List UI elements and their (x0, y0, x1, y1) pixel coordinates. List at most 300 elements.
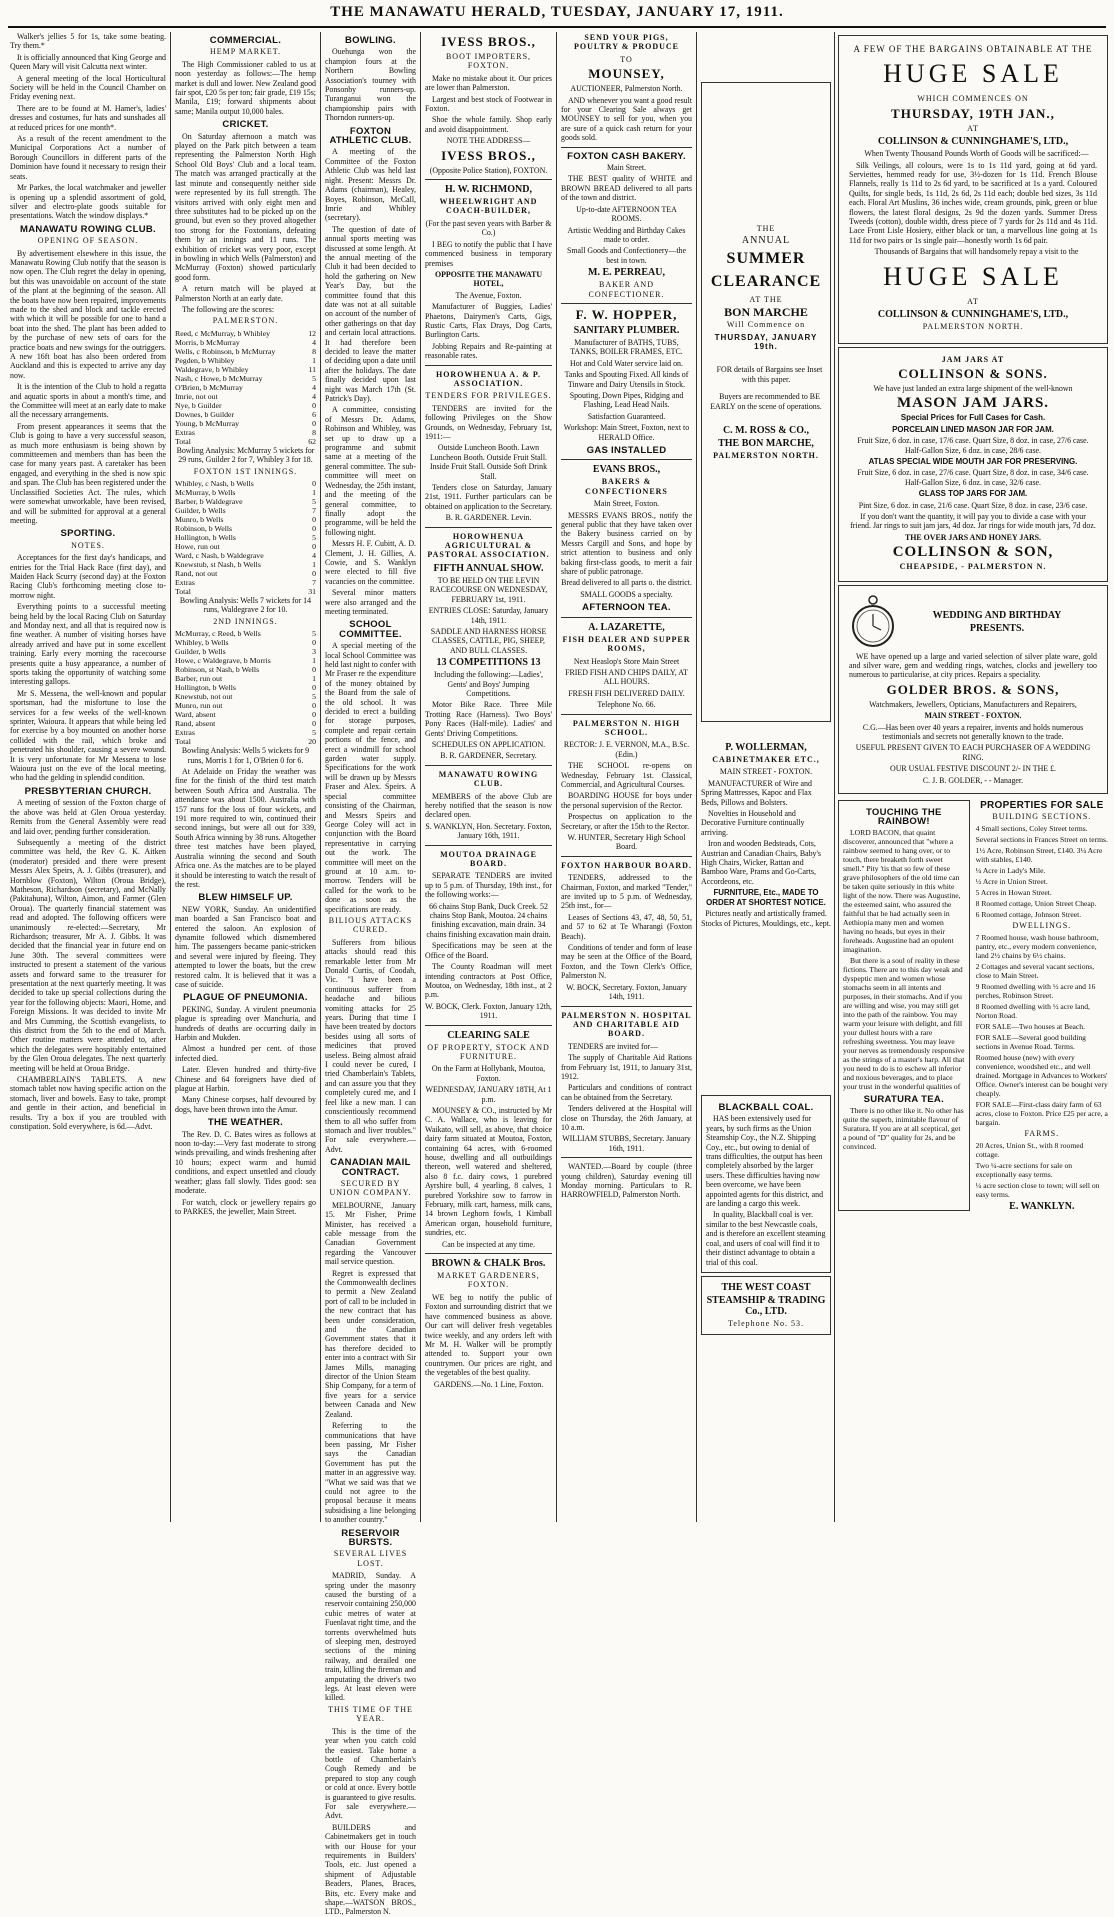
article-paragraph: Referring to the communications that have been passing, Mr Fisher says the Canadian Government has put the matter in an aggressive way. "What we said was that we could not agree to the proposal because it means subsidising a line belonging to another country." (325, 1421, 416, 1525)
article-paragraph: A special meeting of the local School Committee was held last night to confer with Mr Fraser re the expenditure of the money obtained by the Board from the sale of the old school. It was decided to erect a building for storage purposes, complete and repair certain portions of the fence, and erect a windmill for school garden water supply. Specifications for the work will be drawn up by Messrs Fraser and Alex. Speirs. A special committee consisting of the Chairman, and Messrs Speirs and George Coley will act in conjunction with the Board representative in carrying out the work. The committee will meet on the ground at 10 a.m. to-morrow. Tenders will be called for the work to be done as soon as the specifications are ready. (325, 641, 416, 914)
ad-text: A FEW OF THE BARGAINS OBTAINABLE AT THE (853, 44, 1093, 54)
runs-value: 5 (312, 373, 316, 383)
ad-text: When Twenty Thousand Pounds Worth of Goods will be sacrificed:— (864, 149, 1089, 159)
section-heading: SCHOOL COMMITTEE. (339, 619, 402, 640)
ad-text: FRIED FISH AND CHIPS DAILY, AT ALL HOURS. (565, 667, 688, 687)
article-paragraph: Ouehunga won the champion fours at the Northern Bowling Association's tourney with Ponsonby runners-up. Turanganui won the championship pairs with Thorndon runners-up. (325, 47, 416, 123)
score-row (175, 737, 316, 746)
ad-divider (561, 714, 692, 715)
ad-text: SEPARATE TENDERS are invited up to 5 p.m. of Thursday, 19th inst., for the following works:— (425, 871, 552, 900)
ad-signature: WILLIAM STUBBS, Secretary. January 16th, 1911. (562, 1134, 691, 1153)
runs-value: 7 (312, 506, 316, 515)
ad-signature: B. R. GARDENER, Secretary. (440, 751, 537, 761)
section-heading: COMMERCIAL. (209, 35, 282, 46)
ad-title: BON MARCHE (724, 305, 808, 320)
ad-divider (425, 1025, 552, 1026)
column-3 (325, 32, 416, 1917)
batsman-name: Reed, c McMurray, b Whibley (175, 328, 271, 338)
ad-text: 66 chains Stop Bank, Duck Creek. 52 chains Stop Bank, Moutoa. 24 chains finishing excavation, main drain. 34 chains finishing excavation main drain. (426, 901, 551, 939)
ad-text: I BEG to notify the public that I have commenced business in temporary premises (425, 239, 552, 268)
ad-text: C.G.—Has been over 40 years a repairer, invents and holds numerous testimonials and secrets not generally known to the trade. (862, 722, 1084, 742)
ad-text: Can be inspected at any time. (442, 1239, 535, 1249)
batsman-name: Pegden, b Whibley (175, 355, 235, 365)
ad-subtitle: TENDERS FOR PRIVILEGES. (425, 391, 552, 401)
batsman-name: Robinson, b Wells (175, 524, 233, 533)
ad-title: WEDDING AND BIRTHDAY (932, 609, 1062, 621)
article-paragraph: Messrs H. F. Cubitt, A. D. Clement, J. H. Gillies, A. Cowie, and S. Wanklyn were elected to fill five vacancies on the committee. (325, 539, 416, 586)
ad-text: FURNITURE, Etc., MADE TO ORDER AT SHORTEST NOTICE. (706, 888, 826, 907)
batsman-name: Extras (175, 728, 195, 738)
ad-text: The supply of Charitable Aid Rations from February 1st, 1911, to January 31st, 1912. (561, 1053, 692, 1081)
ad-text: Telephone No. 53. (728, 1318, 804, 1328)
news-item: As a result of the recent amendment to the Municipal Corporations Act a number of Borough Councillors in different parts of the Dominion have found it necessary to resign their seats. (10, 134, 166, 181)
scorecard-table (175, 329, 316, 446)
ad-text: Prospectus on application to the Secretary, or after the 15th to the Rector. (561, 812, 692, 831)
runs-value: 0 (312, 400, 316, 410)
runs-value: 5 (312, 497, 316, 506)
ad-text: Tenders close on Saturday, January 21st, 1911. Further particulars can be obtained on application to the Secretary. (425, 483, 553, 511)
ad-title: SEND YOUR PIGS, POULTRY & PRODUCE (573, 33, 680, 52)
ad-title: SUMMER (726, 249, 806, 267)
ad-text: Satisfaction Guaranteed. (587, 411, 666, 421)
batsman-name: Total (175, 587, 191, 596)
column-divider (696, 32, 697, 1522)
ad-text: TENDERS, addressed to the Chairman, Foxton, and marked "Tender," are invited up to 5 p.m. of Wednesday, 25th inst., for— (561, 873, 692, 911)
ad-subtitle: MARKET GARDENERS, FOXTON. (437, 1271, 540, 1290)
ad-subtitle: FARMS. (1024, 1129, 1060, 1139)
score-row (175, 329, 316, 338)
masthead-rule (8, 26, 1106, 28)
ad-signature: W. HUNTER, Secretary High School Board. (567, 833, 686, 852)
score-row (175, 569, 316, 578)
news-item: A general meeting of the local Horticultural Society will be held in the Council Chamber on Friday evening next. (10, 73, 166, 102)
ad-title: PALMERSTON N. HOSPITAL AND CHARITABLE AID BOARD. (561, 1010, 692, 1039)
article-paragraph: Everything points to a successful meeting being held by the local Racing Club on Saturday and Monday next, and all that is required now is fine weather. A number of visiting horses have already arrived and have put in some excellent training. Early every morning the racecourse presents quite a busy appearance, a number of sports taking the opportunity of watching some interesting gallops. (10, 602, 166, 687)
ad-divider (561, 459, 692, 460)
score-row (175, 701, 316, 710)
ad-divider (561, 1157, 692, 1158)
ad-title: MASON JAM JARS. (896, 395, 1050, 412)
ad-text: WEDNESDAY, JANUARY 18TH, At 1 p.m. (425, 1085, 552, 1104)
article-paragraph: A return match will be played at Palmerston North at an early date. (175, 284, 316, 303)
batsman-name: Young, b McMurray (175, 418, 239, 428)
column-4 (425, 32, 552, 1522)
bowling-analysis: Bowling Analysis: Wells 5 wickets for 9 runs, Morris 1 for 1, O'Brien 0 for 6. (181, 746, 310, 765)
score-row (175, 506, 316, 515)
runs-value: 0 (312, 638, 316, 648)
score-row (175, 401, 316, 410)
runs-value: 3 (312, 647, 316, 657)
ad-title: 13 COMPETITIONS 13 (436, 657, 541, 669)
article-paragraph: At Adelaide on Friday the weather was fine for the finish of the third test match between South Africa and Australia. The attendance was about 1500. Australia with 157 runs for the loss of four wickets, and 191 more required to win, continued their second innings, but were all out for 339, South Africa winning by 38 runs. Altogether three test matches have been played, Australia winning the second and South Africa one. As the matches are to be played it should be interesting to watch the result of the rest. (175, 767, 316, 889)
ad-title: MANAWATU ROWING CLUB. (438, 769, 539, 789)
list-item: 1½ Acre, Robinson Street, £140. 3¼ Acre with stables, £140. (975, 846, 1103, 865)
ad-title: THE BON MARCHE, (718, 438, 814, 450)
article-paragraph: PEKING, Sunday. A virulent pneumonia plague is spreading over Manchuria, and hundreds of deaths are occurring daily in Harbin and Mukden. (175, 1004, 316, 1042)
runs-value: 7 (312, 578, 316, 587)
article-paragraph: Almost a hundred per cent. of those infected died. (175, 1044, 316, 1063)
ad-subtitle: CABINETMAKER ETC., (712, 755, 820, 764)
runs-value: 1 (312, 656, 316, 666)
runs-value: 6 (312, 409, 316, 419)
ad-text: Bread delivered to all parts o. the district. (561, 578, 692, 588)
ad-divider (425, 365, 552, 366)
score-row (175, 629, 316, 638)
runs-value: 0 (312, 710, 316, 720)
ad-text: Including the following:—Ladies', Gents' and Boys' Jumping Competitions. (433, 670, 544, 698)
huge-sale-ad (838, 35, 1108, 344)
ad-text: WE beg to notify the public of Foxton and surrounding district that we have commenced business as above. Our cart will deliver fresh vegetables twice weekly, and any orders left with Mr M. H. Walker will be promptly attended to. Support your own countrymen. Our prices are right, and the vegetables of the best quality. (425, 1292, 552, 1378)
ad-text: AT (967, 296, 979, 306)
ad-text: Tanks and Spouting Fixed. All kinds of Tinware and Dairy Utensils in Stock. (564, 370, 689, 389)
section-subheading: HEMP MARKET. (209, 47, 282, 57)
runs-value: 1 (312, 674, 316, 684)
ad-text: (For the past seven years with Barber & Co.) (425, 218, 552, 238)
ad-text: JAM JARS AT (941, 354, 1005, 364)
runs-value: 31 (308, 587, 316, 596)
ad-text: Up-to-date AFTERNOON TEA ROOMS. (576, 204, 677, 224)
masthead: THE MANAWATU HERALD, TUESDAY, JANUARY 17, 1911. (330, 4, 784, 20)
batsman-name: Munro, run out (175, 701, 223, 711)
ad-title: CLEARING SALE (447, 1029, 530, 1041)
runs-value: 8 (312, 346, 316, 356)
score-row (175, 524, 316, 533)
news-item: Mr Parkes, the local watchmaker and jeweller is opening up a splendid assortment of gold, silver and electro-plate goods suitable for presentations. Watch the window displays.* (10, 183, 166, 221)
ad-divider (425, 527, 552, 528)
runs-value: 0 (312, 701, 316, 711)
batsman-name: Guilder, b Wells (175, 506, 226, 515)
ad-text: USEFUL PRESENT GIVEN TO EACH PURCHASER OF A WEDDING RING. (855, 743, 1091, 762)
section-heading: PRESBYTERIAN CHURCH. (24, 785, 152, 797)
runs-value: 1 (312, 488, 316, 497)
ad-title: BLACKBALL COAL. (718, 1102, 814, 1113)
ad-text: Main Street, Foxton. (593, 499, 660, 509)
list-item: 7 Roomed house, wash house bathroom, pantry, etc., every modern convenience, land 2½ chains by 6½ chains. (975, 933, 1099, 961)
runs-value: 4 (312, 337, 316, 347)
runs-value: 5 (312, 728, 316, 738)
ad-text: WE have opened up a large and varied selection of silver plate ware, gold and silver ware, gem and wedding rings, watches, clocks and jewellery too numerous to particularise, at city prices. Repairs a speciality. (849, 651, 1097, 680)
section-heading: CANADIAN MAIL CONTRACT. (330, 1157, 411, 1178)
score-row (175, 428, 316, 437)
ad-text: Manufacturer of BATHS, TUBS, TANKS, BOILER FRAMES, ETC. (570, 337, 683, 357)
article-paragraph: From present appearances it seems that the Club is going to have a very successful season, as much more enthusiasm is being shown by committeemen and members than has been the case for many years past. A caretaker has been engaged, and everything in the shed is now spic and span. The Club has been registered under the Unclassified Societies Act. The rules, which were somewhat unworkable, have been revised, and will be submitted for approval at a general meeting. (10, 421, 166, 525)
ad-text: Buyers are recommended to BE EARLY on the scene of operations. (710, 392, 822, 411)
ad-text: Shoe the whole family. Shop early and avoid disappointment. (425, 115, 552, 134)
ad-text: THURSDAY, JANUARY 19th. (714, 332, 818, 352)
article-paragraph: A committee, consisting of Messrs Dr. Adams, Robinson and Whibley, was set up to draw up a programme and submit same at a meeting of the general committee. The sub-committee will meet on Wednesday, the 25th instant, and the meeting of the general committee, to finally adopt the programme, will be held the following night. (325, 405, 416, 537)
section-heading: CRICKET. (222, 119, 269, 131)
ad-subtitle: OF PROPERTY, STOCK AND FURNITURE. (427, 1042, 550, 1061)
score-row (175, 338, 316, 347)
ad-text: HAS been extensively used for years, by such firms as the Union Steamship Coy., the N.Z. Shipping Coy., etc., but owing to denial of trans difficulties, the output has been completely absorbed by the larger users. These difficulties having now been overcome, we have been appointed agents for this district, and are landing a cargo this week. (706, 1114, 824, 1209)
list-item: 6 Roomed cottage, Johnson Street. (975, 910, 1082, 920)
section-heading: THE WEATHER. (207, 1117, 284, 1129)
article-paragraph: Mr S. Messena, the well-known and popular sportsman, had the misfortune to lose the services for a few weeks of the well-known sprinter, Waioura. It appears that while being led for exercise by a boy mounted on another horse collided with the rail, which broke and penetrated his shoulder, causing a severe wound. It is very unfortunate for Mr Messena to lose Waioura just on the eve of the local meeting, who had the gelding in splendid condition. (10, 688, 166, 783)
ad-text: MESSRS EVANS BROS., notify the general public that they have taken over the Bakery business carried on by Messrs Cargill and Sons, and hope by strict attention to business and only baking first-class goods, to merit a fair share of public patronage. (561, 510, 692, 577)
article-paragraph: Many Chinese corpses, half devoured by dogs, have been thrown into the Amur. (175, 1095, 316, 1114)
batsman-name: Hollington, b Wells (175, 683, 236, 693)
ad-divider (561, 147, 692, 148)
ad-text: Largest and best stock of Footwear in Foxton. (425, 94, 552, 114)
article-paragraph: It is the intention of the Club to hold a regatta and aquatic sports in about a month's time, and the Committee will meet at an early date to make all the necessary arrangements. (10, 382, 166, 420)
news-item: There are to be found at M. Hamer's, ladies' dresses and costumes, fur hats and sunshades all at reduced prices for one month*. (10, 103, 166, 132)
ad-text: On the Farm at Hollybank, Moutoa, Foxton. (431, 1064, 546, 1083)
batsman-name: Downes, b Guilder (175, 409, 235, 419)
batsman-name: Barber, run out (175, 674, 223, 684)
ad-signature: GARDENS.—No. 1 Line, Foxton. (433, 1379, 544, 1389)
ad-divider (425, 1253, 552, 1254)
score-row (175, 356, 316, 365)
runs-value: 5 (312, 533, 316, 542)
ad-text: SADDLE AND HARNESS HORSE CLASSES, CATTLE, PIG, SHEEP, AND BULL CLASSES. (430, 626, 547, 655)
score-row (175, 728, 316, 737)
ad-title: PRESENTS. (969, 622, 1025, 634)
ad-title: STEAMSHIP & TRADING Co., LTD. (706, 1294, 826, 1317)
score-heading: PALMERSTON. (212, 316, 279, 326)
jam-jars-ad (838, 347, 1108, 582)
ad-text: We have just landed an extra large shipment of the well-known (873, 383, 1073, 393)
ad-text: Main Street. (606, 163, 646, 173)
batsman-name: Waldegrave, b Whibley (175, 364, 249, 374)
section-subheading: SEVERAL LIVES LOST. (333, 1549, 408, 1568)
column-1 (10, 32, 166, 1522)
ad-title: SURATURA TEA. (863, 1094, 945, 1106)
ad-text: There is no other like it. No other has quite the superb, inimitable flavour of Suratura. If you are at all sceptical, get a pound of "D" quality for 2s, and be convinced. (843, 1106, 964, 1152)
list-item: ¼ acre section close to town; will sell on easy terms. (975, 1181, 1100, 1200)
list-item: FOR SALE—First-class dairy farm of 63 acres, close to Foxton. Price £25 per acre, a bargain. (975, 1100, 1108, 1128)
advertisement: This is the time of the year when you catch cold the easiest. Take home a bottle of Chamberlain's Cough Remedy and be prepared to stop any cough or cold at once. Every bottle is guaranteed to give results. For sale everywhere.—Advt. (325, 1726, 416, 1821)
score-row (175, 665, 316, 674)
ad-text: NOTE THE ADDRESS— (446, 136, 531, 146)
batsman-name: Knewstub, not out (175, 692, 233, 702)
ad-text: AT THE (749, 294, 783, 304)
runs-value: 4 (312, 551, 316, 560)
ad-text: AND whenever you want a good result for your Clearing Sale always get MOUNSEY to sell for you, when you are sure of a quick cash return for your goods sold. (561, 95, 692, 143)
west-coast-ad (701, 1276, 831, 1335)
batsman-name: Extras (175, 578, 195, 587)
batsman-name: Total (175, 436, 191, 446)
ad-signature: C. J. B. GOLDER, - - Manager. (922, 775, 1024, 785)
score-row (175, 683, 316, 692)
ad-subtitle: FISH DEALER AND SUPPER ROOMS, (562, 634, 691, 654)
score-row (175, 365, 316, 374)
batsman-name: Guilder, b Wells (175, 647, 226, 657)
ad-text: Jobbing Repairs and Re-painting at reasonable rates. (425, 341, 552, 361)
batsman-name: Howe, c Waldegrave, b Morris (175, 656, 271, 666)
score-row (175, 638, 316, 647)
section-heading: FOXTON ATHLETIC CLUB. (329, 125, 412, 147)
batsman-name: Extras (175, 427, 195, 437)
score-row (175, 656, 316, 665)
section-subheading: OPENING OF SEASON. (37, 236, 139, 246)
ad-text: RECTOR: J. E. VERNON, M.A., B.Sc. (Edin.) (563, 740, 690, 759)
ad-text: BOARDING HOUSE for boys under the personal supervision of the Rector. (561, 791, 692, 810)
ad-title: M. E. PERREAU, (588, 267, 665, 279)
list-item: 20 Acres, Union St., with 8 roomed cottage. (975, 1141, 1084, 1160)
article-paragraph: MELBOURNE, January 15. Mr Fisher, Prime Minister, has received a cable message from the Canadian Government regarding the Vancouver mail service question. (325, 1200, 416, 1267)
ad-title: HOROWHENUA A. & P. ASSOCIATION. (435, 369, 542, 388)
ad-text: PALMERSTON NORTH. (713, 451, 819, 461)
section-heading: BLEW HIMSELF UP. (198, 892, 293, 904)
ad-text: SCHEDULES ON APPLICATION. (431, 739, 546, 749)
ad-text: Telephone No. 66. (597, 700, 656, 710)
list-item: Two ¼-acre sections for sale on exceptionally easy terms. (975, 1161, 1073, 1180)
batsman-name: Morris, b McMurray (175, 337, 240, 347)
column-5 (561, 32, 692, 1522)
runs-value: 11 (308, 364, 316, 374)
runs-value: 0 (312, 665, 316, 675)
section-subheading: BILIOUS ATTACKS CURED. (328, 915, 413, 935)
score-row (175, 479, 316, 488)
score-heading: FOXTON 1ST INNINGS. (193, 466, 298, 476)
ad-title: FIFTH ANNUAL SHOW. (433, 562, 544, 574)
ad-text: Thousands of Bargains that will handsomely repay a visit to the (874, 247, 1079, 257)
score-heading: 2ND INNINGS. (213, 616, 278, 626)
runs-value: 4 (312, 391, 316, 401)
ad-text: THE (756, 224, 776, 233)
column-2 (175, 32, 316, 1522)
ad-text: Small Goods and Confectionery—the best in town. (567, 246, 686, 265)
blackball-coal-ad (701, 1095, 831, 1273)
ad-text: Spouting, Down Pipes, Ridging and Flashing, Lead Head Nails. (569, 390, 684, 410)
list-item: ¼ Acre in Lady's Mile. (975, 866, 1046, 876)
wollerman-ad (701, 742, 831, 1092)
batsman-name: Hollington, b Wells (175, 533, 236, 542)
ad-text: ATLAS SPECIAL WIDE MOUTH JAR FOR PRESERVING. (868, 456, 1078, 466)
article-paragraph: MADRID, Sunday. A spring under the masonry caused the bursting of a reservoir containing 250,000 cubic metres of water at Fuenlavat right time, and the torrents overwhelmed huts of sleeping men, destroyed sections of the mining railway, and derailed one train, killing the fireman and amputating the driver's two legs. At least eleven were killed. (325, 1571, 416, 1703)
ad-signature: S. WANKLYN, Hon. Secretary. Foxton, January 16th, 1911. (425, 821, 552, 841)
article-paragraph: The following are the scores: (182, 304, 275, 314)
ad-title: IVESS BROS., (441, 147, 536, 163)
runs-value: 8 (312, 427, 316, 437)
runs-value: 20 (308, 737, 316, 747)
ad-text: Particulars and conditions of contract can be obtained from the Secretary. (561, 1083, 692, 1102)
ad-title: C. M. ROSS & CO., (722, 425, 810, 437)
list-item: 2 Cottages and several vacant sections, close to Main Street. (975, 962, 1095, 981)
batsman-name: Rand, absent (175, 719, 216, 729)
score-row (175, 383, 316, 392)
bowling-analysis: Bowling Analysis: McMurray 5 wickets for 29 runs, Guilder 2 for 7, Whibley 3 for 18. (176, 445, 315, 465)
list-item: 8 Roomed dwelling with ½ acre land, Norton Road. (975, 1002, 1090, 1021)
ad-text: TENDERS are invited for— (568, 1041, 659, 1051)
article-paragraph: Later. Eleven hundred and thirty-five Chinese and 64 foreigners have died of plague at Harbin. (175, 1065, 316, 1094)
ad-text: PALMERSTON NORTH. (922, 322, 1024, 332)
ad-text: Leases of Sections 43, 47, 48, 50, 51, and 57 to 62 at Te Wharangi (Foxton Beach). (561, 912, 692, 941)
section-subheading: THIS TIME OF THE YEAR. (328, 1704, 413, 1724)
ad-subtitle: SANITARY PLUMBER. (573, 324, 680, 336)
ad-divider (425, 845, 552, 846)
batsman-name: Ward, absent (175, 710, 216, 720)
runs-value: 0 (312, 569, 316, 578)
news-item: Walker's jellies 5 for 1s, take some beating. Try them.* (10, 32, 166, 51)
ad-subtitle: BAKER AND CONFECTIONER. (588, 280, 665, 299)
column-7 (838, 32, 1108, 1527)
ad-title: P. WOLLERMAN, (725, 742, 807, 753)
ad-text: WHICH COMMENCES ON (917, 94, 1029, 104)
ad-text: ENTRIES CLOSE: Saturday, January 14th, 1911. (428, 606, 549, 625)
ad-text: SMALL GOODS a specialty. (580, 589, 673, 599)
ad-title: COLLINSON & CUNNINGHAME'S, LTD., (877, 136, 1069, 148)
column-6 (701, 32, 831, 1522)
batsman-name: Wells, c Robinson, b McMurray (175, 346, 276, 356)
bottom-right-block (838, 797, 1108, 1214)
runs-value: 0 (312, 479, 316, 488)
runs-value: 0 (312, 683, 316, 693)
ad-signature: W. BOCK, Clerk. Foxton, January 12th, 1911. (425, 1001, 552, 1021)
ad-text: MANUFACTURER of Wire and Spring Mattresses, Kapoc and Flax Beds, Pillows and Bolsters. (701, 778, 812, 807)
ad-title: PALMERSTON N. HIGH SCHOOL. (572, 718, 681, 737)
batsman-name: Munro, b Wells (175, 515, 224, 524)
ad-title: COLLINSON & SON, (892, 544, 1054, 561)
score-row (175, 410, 316, 419)
article-paragraph: The question of date of annual sports meeting was discussed at some length. At the annual meeting of the Club it had been decided to hold the gathering on New Year's Day, but the committee found that this date was not at all suitable on account of the number of other gatherings on that day and certain local attractions. It had therefore been decided to leave the matter of deciding upon a date until after the holidays. The date finally decided upon last night was March 17th (St. Patrick's Day). (325, 224, 416, 404)
score-row (175, 692, 316, 701)
ad-title: PROPERTIES FOR SALE (980, 800, 1104, 812)
ad-text: Fruit Size, 6 doz. in case, 27/6 case. Quart Size, 8 doz. in case, 34/6 case. Half-Gallon Size, 6 doz. in case, 32/6 case. (857, 468, 1089, 487)
ad-text: PORCELAIN LINED MASON JAR FOR JAM. (892, 424, 1054, 434)
ad-title: COLLINSON & CUNNINGHAME'S, LTD., (877, 309, 1069, 321)
batsman-name: Robinson, st Nash, b Wells (175, 665, 260, 675)
ad-text: Silk Veilings, all colours, were 1s to 1s 11d yard, going at 6d yard. Serviettes, hemmed ready for use, 3½-dozen for 1s 11d. French Blouse Flannels, really 1s 11d to 2s 6d yard, to be sacrificed at 1s a yard. Coloured Quilts, for single beds, 1s 11d, 2s 6d, 2s 11d each; double bed sizes, 3s 11d each. Floral Art Muslins, 36 inches wide, cream grounds, pink, green or blue flowers, the latest floral designs, 2s 9d the dozen yards. Summer Dress Tweeds (cotton), double width, dress piece of 7 yards for 2s 11d and 4s 11d. Lace Front Lisle Hosiery, either black or tan, a marvellous line going at 1s 11d for two pairs or 1s single pair—honestly worth 1s 6d pair. (849, 160, 1097, 245)
ad-text: If you don't want the quantity, it will pay you to divide a case with your friend. Jar rings to suit jam jars, 4d doz. Jar rings for wide mouth jars, 7d doz. (850, 511, 1096, 531)
batsman-name: Barber, b Waldegrave (175, 497, 243, 506)
ad-text: Pint Size, 6 doz. in case, 21/6 case. Quart Size, 8 doz. in case, 23/6 case. (858, 500, 1088, 510)
ad-text: THE OVER JARS AND HONEY JARS. (904, 532, 1042, 542)
ad-title: MOUNSEY, (588, 66, 665, 82)
runs-value: 1 (312, 355, 316, 365)
ad-text: Iron and wooden Bedsteads, Cots, Austrian and Canadian Chairs, Baby's High Chairs, Wicker, Rattan and Bamboo Ware, Prams and Go-Carts, Accordeons, etc. (701, 839, 821, 886)
column-divider (170, 32, 171, 1522)
ad-text: The Avenue, Foxton. (455, 290, 522, 300)
article-paragraph: By advertisement elsewhere in this issue, the Manawatu Rowing Club notify that the season is now open. The Club regret the delay in opening, but this was unavoidable on account of the state of the plant at the beginning of the season. All the boats have now been repaired, improvements made to the shed and block and tackle erected with which it will be possible for one to hand a boat into the shed. The plant has been added to by the purchase of new sets of oars for the practice boats and new swings for the outriggers. A new 16ft boat has also been ordered from Auckland and this is expected to arrive any day now. (10, 248, 166, 380)
list-item: 4 Small sections, Coley Street terms. (975, 824, 1088, 834)
ad-text: Watchmakers, Jewellers, Opticians, Manufacturers and Repairers, (869, 699, 1077, 709)
score-row (175, 347, 316, 356)
ad-text: (Opposite Police Station), FOXTON. (429, 165, 548, 175)
batsman-name: Nash, c Howe, b McMurray (175, 373, 263, 383)
ad-title: GOLDER BROS. & SONS, (886, 681, 1060, 697)
ad-text: Conditions of tender and form of lease may be seen at the Office of the Board, Foxton, and the Town Clerk's Office, Palmerston N. (561, 943, 692, 981)
ad-subtitle: DWELLINGS. (1012, 921, 1072, 931)
scorecard-table (175, 629, 316, 746)
ad-text: OUR USUAL FESTIVE DISCOUNT 2/- IN THE £. (890, 764, 1056, 774)
section-heading: MANAWATU ROWING CLUB. (20, 223, 156, 235)
ad-text: Tenders delivered at the Hospital will close on Thursday, the 26th January, at 10 a.m. (561, 1104, 692, 1132)
section-heading: BOWLING. (345, 35, 396, 46)
ad-divider (561, 617, 692, 618)
ad-text: Hot and Cold Water service laid on. (570, 358, 683, 368)
runs-value: 0 (312, 418, 316, 428)
ad-text: Workshop: Main Street, Foxton, next to HERALD Office. (563, 423, 690, 442)
ad-text: MAIN STREET - FOXTON. (924, 711, 1022, 721)
ad-title: CLEARANCE (710, 272, 822, 290)
score-row (175, 674, 316, 683)
list-item: 5 Acres in Howan Street. (975, 888, 1052, 898)
runs-value: 4 (312, 382, 316, 392)
article-paragraph: Acceptances for the first day's handicaps, and entries for the Trial Hack Race (first day), and Maiden Hack Scurry (second day) at the Foxton Racing Club's forthcoming meeting close to-morrow night. (10, 553, 166, 600)
column-divider (320, 32, 321, 1522)
article-paragraph: The Rev. D. C. Bates wires as follows at noon to-day:—Very fast moderate to strong winds prevailing, and winds freshening after 10 hours; expect warm and humid conditions, and expect unsettled and cloudy weather; glass fall slowly. Tides good: sea moderate. (175, 1129, 316, 1196)
batsman-name: Rand, not out (175, 569, 218, 578)
batsman-name: Howe, run out (175, 542, 220, 551)
list-item: Roomed house (new) with every convenience, woodshed etc., and well drained. Mortgage in Advances to Workers' Office. Owner's interest can be bought very cheaply. (975, 1053, 1108, 1099)
list-item: ½ Acre in Union Street. (975, 877, 1048, 887)
runs-value: 0 (312, 542, 316, 551)
ad-signature: E. WANKLYN. (1009, 1201, 1075, 1213)
ad-title: H. W. RICHMOND, (445, 184, 532, 196)
advertisement: Sufferers from bilious attacks should read this remarkable letter from Mr Donald Curtis, of Coodah, Vic. "I have been a continuous sufferer from headache and bilious vomiting attacks for 25 years. During that time I have been treated by doctors besides using all sorts of medicines that proved useless. Being almost afraid I could never be cured, I tried Chamberlain's Tablets, and can assure you that they completely cured me, and I feel like a new man. I can conscientiously recommend them to all who suffer from stomach and liver troubles." For sale everywhere.—Advt. (325, 937, 416, 1154)
ad-text: But there is a soul of reality in these fictions. There are to this day weak and dyspeptic men and women whose stomachs seem in all intents and purposes, in their stomachs. And if you are willing and wise, you may still get into the path of the rainbow. You may warm your leisure with delight, and fill your dullest hours with a rare refreshing sweetness. You may leave your nerves as tremendously responsive as the strings of a master's harp. All that you need to do is to eschew all inferior and noxious beverages, and to place your trust in the wonderful qualities of (843, 956, 965, 1092)
